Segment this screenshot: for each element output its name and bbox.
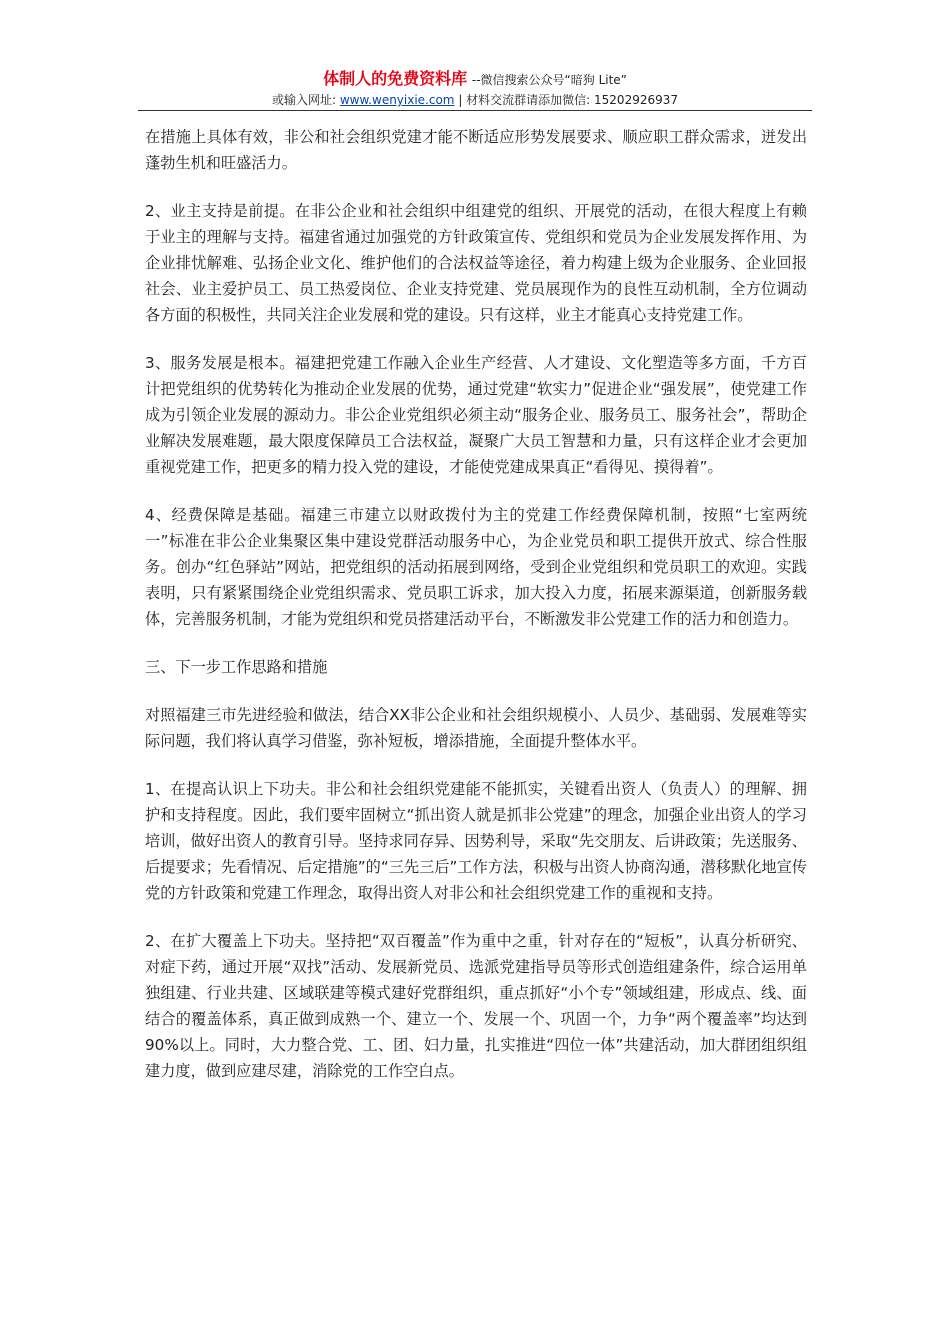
website-link[interactable]: www.wenyixie.com bbox=[339, 93, 455, 107]
paragraph-awareness: 1、在提高认识上下功夫。非公和社会组织党建能不能抓实，关键看出资人（负责人）的理解、拥护和支持程度。因此，我们要牢固树立“抓出资人就是抓非公党建”的理念，加强企业出资人的学习培训，做好出资人的教育引导。坚持求同存异、因势利导，采取“先交朋友、后讲政策；先送服务、后提要求；先看情况、后定措施”的“三先三后”工作方法，积极与出资人协商沟通，潜移默化地宣传党的方针政策和党建工作理念，取得出资人对非公和社会组织党建工作的重视和支持。 bbox=[145, 780, 807, 902]
brand-title: 体制人的免费资料库 bbox=[323, 69, 468, 88]
section-heading: 三、下一步工作思路和措施 bbox=[145, 658, 328, 676]
paragraph-service-development: 3、服务发展是根本。福建把党建工作融入企业生产经营、人才建设、文化塑造等多方面，千方百计把党组织的优势转化为推动企业发展的优势，通过党建“软实力”促进企业“强发展”，使党建工作成为引领企业发展的源动力。非公企业党组织必须主动“服务企业、服务员工、服务社会”，帮助企业解决发展难题，最大限度保障员工合法权益，凝聚广大员工智慧和力量，只有这样企业才会更加重视党建工作，把更多的精力投入党的建设，才能使党建成果真正“看得见、摸得着”。 bbox=[145, 354, 807, 476]
header-contact-line bbox=[138, 91, 812, 109]
page-header bbox=[138, 68, 812, 109]
url-prefix: 或输入网址: bbox=[271, 93, 340, 107]
paragraph-funding: 4、经费保障是基础。福建三市建立以财政拨付为主的党建工作经费保障机制，按照“七室两统一”标准在非公企业集聚区集中建设党群活动服务中心，为企业党员和职工提供开放式、综合性服务。创办“红色驿站”网站，把党组织的活动拓展到网络，受到企业党组织和党员职工的欢迎。实践表明，只有紧紧围绕企业党组织需求、党员职工诉求，加大投入力度，拓展来源渠道，创新服务载体，完善服务机制，才能为党组织和党员搭建活动平台，不断激发非公党建工作的活力和创造力。 bbox=[145, 506, 807, 628]
paragraph-intro: 在措施上具体有效，非公和社会组织党建才能不断适应形势发展要求、顺应职工群众需求，迸发出蓬勃生机和旺盛活力。 bbox=[145, 128, 807, 172]
paragraph-section-intro: 对照福建三市先进经验和做法，结合XX非公企业和社会组织规模小、人员少、基础弱、发展难等实际问题，我们将认真学习借鉴，弥补短板，增添措施，全面提升整体水平。 bbox=[145, 706, 807, 750]
header-divider bbox=[138, 110, 812, 111]
paragraph-coverage: 2、在扩大覆盖上下功夫。坚持把“双百覆盖”作为重中之重，针对存在的“短板”，认真分析研究、对症下药，通过开展“双找”活动、发展新党员、选派党建指导员等形式创造组建条件，综合运用单独组建、行业共建、区域联建等模式建好党群组织，重点抓好“小个专”领域组建，形成点、线、面结合的覆盖体系，真正做到成熟一个、建立一个、发展一个、巩固一个，力争“两个覆盖率”均达到90%以上。同时，大力整合党、工、团、妇力量，扎实推进“四位一体”共建活动，加大群团组织组建力度，做到应建尽建，消除党的工作空白点。 bbox=[145, 932, 807, 1080]
document-body bbox=[145, 124, 807, 1106]
header-title-line bbox=[138, 68, 812, 91]
contact-info: | 材料交流群请添加微信: 15202926937 bbox=[454, 93, 679, 107]
paragraph-owner-support: 2、业主支持是前提。在非公企业和社会组织中组建党的组织、开展党的活动，在很大程度上有赖于业主的理解与支持。福建省通过加强党的方针政策宣传、党组织和党员为企业发展发挥作用、为企业排忧解难、弘扬企业文化、维护他们的合法权益等途径，着力构建上级为企业服务、企业回报社会、业主爱护员工、员工热爱岗位、企业支持党建、党员展现作为的良性互动机制，全方位调动各方面的积极性，共同关注企业发展和党的建设。只有这样，业主才能真心支持党建工作。 bbox=[145, 202, 807, 324]
header-subtitle: --微信搜索公众号“暗狗 Lite” bbox=[471, 73, 627, 87]
